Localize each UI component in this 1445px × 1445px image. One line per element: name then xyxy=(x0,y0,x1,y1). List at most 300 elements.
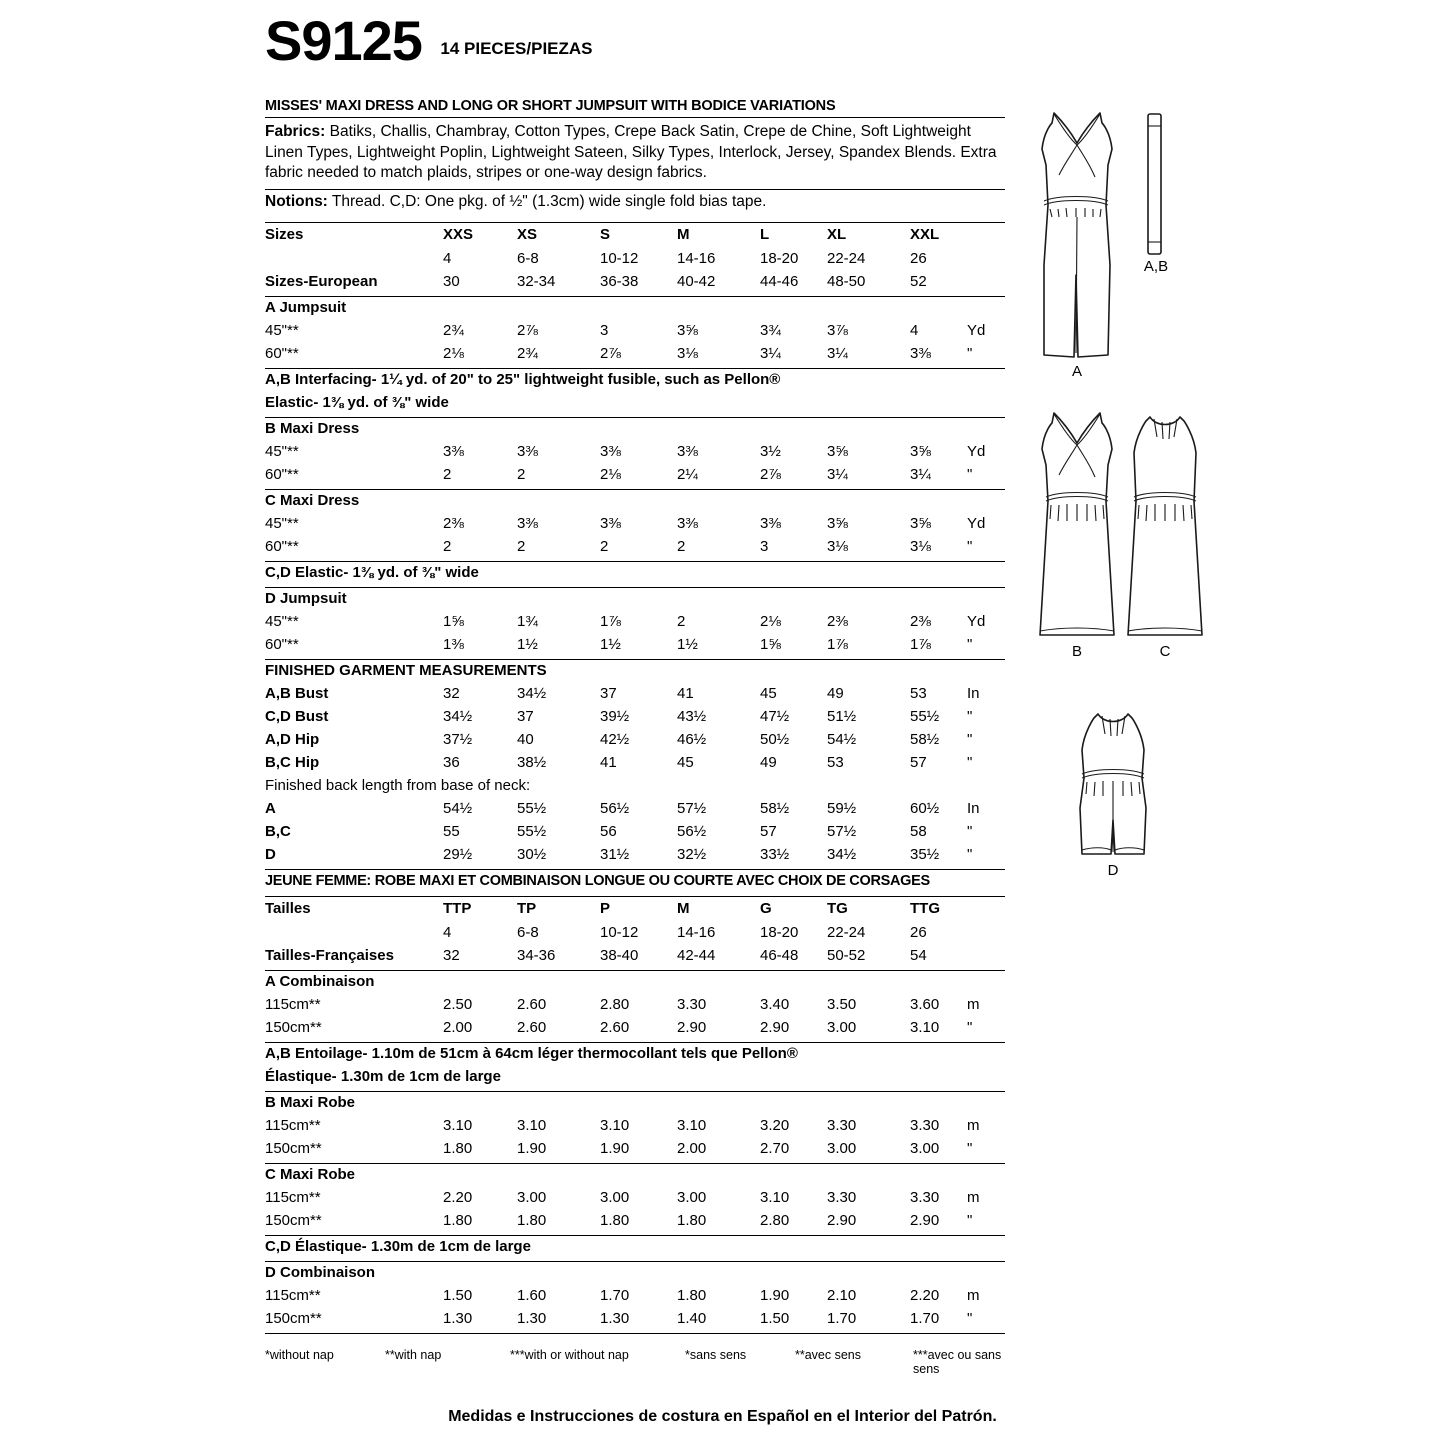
cell: 3.00 xyxy=(827,1140,857,1157)
table-row-european xyxy=(265,273,1005,296)
unit: " xyxy=(967,823,973,840)
cell: 34½ xyxy=(517,685,547,702)
unit: In xyxy=(967,685,980,702)
unit: m xyxy=(967,996,980,1013)
unit: " xyxy=(967,754,973,771)
cell: 2.70 xyxy=(760,1140,790,1157)
row-label: 60"** xyxy=(265,636,299,653)
table-row xyxy=(265,1019,1005,1042)
cell: 3.00 xyxy=(910,1140,940,1157)
cell: 38½ xyxy=(517,754,547,771)
interfacing-row xyxy=(265,371,1005,394)
elastic-row xyxy=(265,394,1005,417)
row-label: 60"** xyxy=(265,466,299,483)
pattern-number: S9125 xyxy=(265,9,422,72)
section-title-row xyxy=(265,1166,1005,1189)
unit: In xyxy=(967,800,980,817)
cell: 3⅜ xyxy=(677,515,698,532)
size-header: XXS xyxy=(443,226,474,243)
section-title-row xyxy=(265,590,1005,613)
divider xyxy=(265,1261,1005,1262)
cell: 1½ xyxy=(677,636,698,653)
cell: 2 xyxy=(443,538,452,555)
size-number: 26 xyxy=(910,924,927,941)
cell: 37½ xyxy=(443,731,473,748)
unit: Yd xyxy=(967,322,986,339)
cell: 4 xyxy=(910,322,919,339)
size-header: P xyxy=(600,900,611,917)
european-size: 48-50 xyxy=(827,273,866,290)
section-title: C Maxi Robe xyxy=(265,1166,356,1183)
row-label: 150cm** xyxy=(265,1140,322,1157)
section-title: B Maxi Robe xyxy=(265,1094,356,1111)
cell: 1.30 xyxy=(443,1310,473,1327)
cell: 49 xyxy=(827,685,844,702)
cell: 56½ xyxy=(600,800,630,817)
size-number: 10-12 xyxy=(600,924,639,941)
cell: 3.00 xyxy=(517,1189,547,1206)
divider xyxy=(265,189,1005,190)
cell: 57 xyxy=(910,754,927,771)
cell: 2 xyxy=(600,538,609,555)
cell: 55½ xyxy=(910,708,940,725)
cell: 3¾ xyxy=(760,322,781,339)
cell: 2.10 xyxy=(827,1287,857,1304)
illustration-view-c xyxy=(1110,405,1220,660)
row-label: A xyxy=(265,800,276,817)
cell: 3.30 xyxy=(910,1117,940,1134)
divider xyxy=(265,1333,1005,1334)
cell: 2.60 xyxy=(517,996,547,1013)
fabrics-line xyxy=(265,122,1005,184)
table-row xyxy=(265,466,1005,489)
unit: " xyxy=(967,1212,973,1229)
cell: 2⅜ xyxy=(910,613,931,630)
cell: 36 xyxy=(443,754,460,771)
back-length-label: Finished back length from base of neck: xyxy=(265,777,531,794)
size-header: TG xyxy=(827,900,848,917)
cell: 1⅝ xyxy=(443,613,464,630)
cell: 3⅜ xyxy=(443,443,464,460)
cell: 3⅜ xyxy=(517,443,538,460)
cell: 2.00 xyxy=(677,1140,707,1157)
cell: 3.10 xyxy=(443,1117,473,1134)
illustration-view-d xyxy=(1058,702,1168,877)
cell: 32 xyxy=(443,685,460,702)
european-label: Sizes-European xyxy=(265,273,378,290)
divider xyxy=(265,587,1005,588)
row-label: A,B Bust xyxy=(265,685,329,702)
nap-en-3: ***with or without nap xyxy=(510,1348,629,1362)
cell: 3⅝ xyxy=(827,443,848,460)
table-row xyxy=(265,538,1005,561)
size-header: L xyxy=(760,226,770,243)
cell: 1.90 xyxy=(600,1140,630,1157)
fabrics-text: Batiks, Challis, Chambray, Cotton Types, Crepe Back Satin, Crepe de Chine, Soft Lightweight Linen Types, Lightweight Poplin, Lightweight Sateen, Silky Types, Interlock, Jersey, Spandex Blends. Extra fabric needed to match plaids, stripes or one-way design fabrics. xyxy=(265,123,997,181)
cell: 1.80 xyxy=(677,1212,707,1229)
divider xyxy=(265,368,1005,369)
cell: 2.20 xyxy=(443,1189,473,1206)
cell: 30½ xyxy=(517,846,547,863)
cell: 39½ xyxy=(600,708,630,725)
spanish-footer-note: Medidas e Instrucciones de costura en Español en el Interior del Patrón. xyxy=(448,1408,997,1425)
table-row xyxy=(265,685,1005,708)
row-label: C,D Bust xyxy=(265,708,329,725)
size-number: 22-24 xyxy=(827,250,866,267)
cell: 1.60 xyxy=(517,1287,547,1304)
size-number: 14-16 xyxy=(677,250,716,267)
notions-label: Notions: xyxy=(265,192,328,210)
cell: 2 xyxy=(677,538,686,555)
divider xyxy=(265,1163,1005,1164)
table-row xyxy=(265,708,1005,731)
unit: " xyxy=(967,1019,973,1036)
cell: 3.30 xyxy=(827,1117,857,1134)
table-row-sizes xyxy=(265,226,1005,250)
french-title: JEUNE FEMME: ROBE MAXI ET COMBINAISON LONGUE OU COURTE AVEC CHOIX DE CORSAGES xyxy=(265,873,930,889)
row-label: B,C xyxy=(265,823,291,840)
european-size: 40-42 xyxy=(677,273,716,290)
row-label: 45"** xyxy=(265,613,299,630)
cell: 3.00 xyxy=(677,1189,707,1206)
cell: 3.40 xyxy=(760,996,790,1013)
unit: " xyxy=(967,1140,973,1157)
size-number: 4 xyxy=(443,250,452,267)
pieces-count: 14 PIECES/PIEZAS xyxy=(440,39,593,58)
cell: 3⅝ xyxy=(827,515,848,532)
table-row xyxy=(265,1287,1005,1310)
cell: 1.50 xyxy=(760,1310,790,1327)
cell: 2⅞ xyxy=(517,322,538,339)
cell: 1½ xyxy=(600,636,621,653)
cell: 54½ xyxy=(827,731,857,748)
cell: 35½ xyxy=(910,846,940,863)
unit: " xyxy=(967,1310,973,1327)
table-row xyxy=(265,846,1005,869)
section-title: A Jumpsuit xyxy=(265,299,347,316)
cell: 3.30 xyxy=(827,1189,857,1206)
cell: 2⅞ xyxy=(600,345,621,362)
cell: 2¼ xyxy=(677,466,698,483)
cell: 2.60 xyxy=(600,1019,630,1036)
cell: 2⅜ xyxy=(827,613,848,630)
european-size: 52 xyxy=(910,273,927,290)
cell: 51½ xyxy=(827,708,857,725)
cell: 2.80 xyxy=(760,1212,790,1229)
size-header: XS xyxy=(517,226,538,243)
elastic-cd-line: C,D Elastic- 1⅜ yd. of ⅜" wide xyxy=(265,564,479,581)
size-header: TTP xyxy=(443,900,472,917)
cell: 34½ xyxy=(827,846,857,863)
table-row xyxy=(265,1117,1005,1140)
cell: 1⅞ xyxy=(910,636,931,653)
cell: 41 xyxy=(600,754,617,771)
european-size: 32-34 xyxy=(517,273,556,290)
illustration-caption-ab: A,B xyxy=(1143,258,1169,275)
section-title-row xyxy=(265,420,1005,443)
cell: 2 xyxy=(443,466,452,483)
entoilage-line: A,B Entoilage- 1.10m de 51cm à 64cm léger thermocollant tels que Pellon® xyxy=(265,1045,798,1062)
table-row-size-numbers xyxy=(265,250,1005,273)
cell: 42½ xyxy=(600,731,630,748)
cell: 2⅛ xyxy=(600,466,621,483)
size-header: XXL xyxy=(910,226,940,243)
nap-en-2: **with nap xyxy=(385,1348,442,1362)
cell: 2.90 xyxy=(760,1019,790,1036)
cell: 3⅛ xyxy=(677,345,698,362)
cell: 1⅝ xyxy=(760,636,781,653)
divider xyxy=(265,117,1005,118)
size-number: 6-8 xyxy=(517,250,539,267)
cell: 57½ xyxy=(827,823,857,840)
table-row xyxy=(265,345,1005,368)
unit: Yd xyxy=(967,515,986,532)
table-row-french-sizes xyxy=(265,900,1005,924)
cell: 3.10 xyxy=(677,1117,707,1134)
row-label: 45"** xyxy=(265,443,299,460)
cell: 2 xyxy=(677,613,686,630)
cell: 2.90 xyxy=(677,1019,707,1036)
row-label: D xyxy=(265,846,276,863)
cell: 53 xyxy=(910,685,927,702)
cell: 3¼ xyxy=(910,466,931,483)
cell: 53 xyxy=(827,754,844,771)
cell: 43½ xyxy=(677,708,707,725)
table-row xyxy=(265,996,1005,1019)
table-row xyxy=(265,1189,1005,1212)
size-number: 18-20 xyxy=(760,924,799,941)
section-title: A Combinaison xyxy=(265,973,375,990)
cell: 1.40 xyxy=(677,1310,707,1327)
cell: 2 xyxy=(517,466,526,483)
nap-fr-2: **avec sens xyxy=(795,1348,862,1362)
cell: 3.10 xyxy=(517,1117,547,1134)
cell: 3.00 xyxy=(827,1019,857,1036)
french-size: 50-52 xyxy=(827,947,866,964)
row-label: 60"** xyxy=(265,345,299,362)
french-size: 38-40 xyxy=(600,947,639,964)
cell: 2.60 xyxy=(517,1019,547,1036)
unit: " xyxy=(967,708,973,725)
unit: " xyxy=(967,731,973,748)
table-row xyxy=(265,1140,1005,1163)
cell: 3.20 xyxy=(760,1117,790,1134)
row-label: 115cm** xyxy=(265,996,321,1013)
cell: 58½ xyxy=(910,731,940,748)
cell: 1.80 xyxy=(600,1212,630,1229)
row-label: 115cm** xyxy=(265,1189,321,1206)
cell: 56½ xyxy=(677,823,707,840)
divider xyxy=(265,896,1005,897)
cell: 1.80 xyxy=(443,1212,473,1229)
cell: 3 xyxy=(760,538,769,555)
cell: 1.50 xyxy=(443,1287,473,1304)
size-header: M xyxy=(677,900,690,917)
row-label: 60"** xyxy=(265,538,299,555)
back-length-label-row xyxy=(265,777,1005,800)
unit: Yd xyxy=(967,443,986,460)
table-row xyxy=(265,322,1005,345)
section-title: C Maxi Dress xyxy=(265,492,360,509)
cell: 2.20 xyxy=(910,1287,940,1304)
cell: 57 xyxy=(760,823,777,840)
unit: Yd xyxy=(967,613,986,630)
cell: 1.80 xyxy=(517,1212,547,1229)
header xyxy=(265,8,1025,73)
cell: 31½ xyxy=(600,846,630,863)
section-title-row xyxy=(265,973,1005,996)
cell: 57½ xyxy=(677,800,707,817)
divider xyxy=(265,1042,1005,1043)
cell: 2.90 xyxy=(910,1212,940,1229)
size-header: G xyxy=(760,900,772,917)
cell: 3⅝ xyxy=(910,515,931,532)
size-number: 10-12 xyxy=(600,250,639,267)
row-label: A,D Hip xyxy=(265,731,320,748)
cell: 3⅜ xyxy=(760,515,781,532)
table-row-french-sizes-fr xyxy=(265,947,1005,970)
cell: 1¾ xyxy=(517,613,538,630)
finished-measurements-title: FINISHED GARMENT MEASUREMENTS xyxy=(265,662,547,679)
section-title: D Combinaison xyxy=(265,1264,376,1281)
divider xyxy=(265,1091,1005,1092)
cell: 2.90 xyxy=(827,1212,857,1229)
yardage-table xyxy=(265,222,1005,1334)
table-row xyxy=(265,1212,1005,1235)
entoilage-row xyxy=(265,1045,1005,1068)
divider xyxy=(265,222,1005,223)
row-label: 150cm** xyxy=(265,1212,322,1229)
divider xyxy=(265,489,1005,490)
cell: 3⅜ xyxy=(600,515,621,532)
table-row xyxy=(265,636,1005,659)
section-title-row xyxy=(265,1094,1005,1117)
divider xyxy=(265,417,1005,418)
divider xyxy=(265,970,1005,971)
unit: " xyxy=(967,466,973,483)
illustration-view-a xyxy=(1022,105,1132,380)
cell: 45 xyxy=(760,685,777,702)
table-row-french-size-numbers xyxy=(265,924,1005,947)
cell: 3.30 xyxy=(910,1189,940,1206)
cell: 3.00 xyxy=(600,1189,630,1206)
cell: 55½ xyxy=(517,823,547,840)
cell: 1.70 xyxy=(600,1287,630,1304)
european-size: 44-46 xyxy=(760,273,799,290)
cell: 2.00 xyxy=(443,1019,473,1036)
section-title: B Maxi Dress xyxy=(265,420,360,437)
cell: 3½ xyxy=(760,443,781,460)
unit: " xyxy=(967,636,973,653)
size-header: TTG xyxy=(910,900,940,917)
cell: 1.30 xyxy=(600,1310,630,1327)
elastique-cd-line: C,D Élastique- 1.30m de 1cm de large xyxy=(265,1238,531,1255)
cell: 58 xyxy=(910,823,927,840)
cell: 46½ xyxy=(677,731,707,748)
divider xyxy=(265,1235,1005,1236)
cell: 55 xyxy=(443,823,460,840)
cell: 3⅜ xyxy=(600,443,621,460)
cell: 56 xyxy=(600,823,617,840)
cell: 2¾ xyxy=(517,345,538,362)
cell: 1.90 xyxy=(760,1287,790,1304)
cell: 54½ xyxy=(443,800,473,817)
cell: 3⅛ xyxy=(910,538,931,555)
french-size-label: Tailles-Françaises xyxy=(265,947,394,964)
illustration-caption-b: B xyxy=(1071,643,1082,660)
cell: 58½ xyxy=(760,800,790,817)
cell: 3⅝ xyxy=(677,322,698,339)
divider xyxy=(265,659,1005,660)
cell: 1.80 xyxy=(677,1287,707,1304)
description-block xyxy=(265,98,1005,211)
cell: 37 xyxy=(517,708,534,725)
finished-title-row xyxy=(265,662,1005,685)
size-header: S xyxy=(600,226,611,243)
cell: 1.90 xyxy=(517,1140,547,1157)
cell: 3¼ xyxy=(760,345,781,362)
table-row xyxy=(265,800,1005,823)
cell: 3.30 xyxy=(677,996,707,1013)
cell: 41 xyxy=(677,685,694,702)
cell: 3⅝ xyxy=(910,443,931,460)
cell: 3 xyxy=(600,322,609,339)
cell: 60½ xyxy=(910,800,940,817)
cell: 2⅛ xyxy=(760,613,781,630)
cell: 50½ xyxy=(760,731,790,748)
cell: 34½ xyxy=(443,708,473,725)
french-size: 54 xyxy=(910,947,927,964)
table-row xyxy=(265,823,1005,846)
unit: m xyxy=(967,1117,980,1134)
table-row xyxy=(265,1310,1005,1333)
nap-fr-1: *sans sens xyxy=(685,1348,747,1362)
cell: 3⅜ xyxy=(517,515,538,532)
size-number: 4 xyxy=(443,924,452,941)
cell: 59½ xyxy=(827,800,857,817)
elastique-row xyxy=(265,1068,1005,1091)
elastique-line: Élastique- 1.30m de 1cm de large xyxy=(265,1068,501,1085)
row-label: 45"** xyxy=(265,322,299,339)
size-number: 18-20 xyxy=(760,250,799,267)
cell: 1.80 xyxy=(443,1140,473,1157)
french-title-row xyxy=(265,873,1005,896)
section-title-row xyxy=(265,1264,1005,1287)
cell: 1.70 xyxy=(910,1310,940,1327)
cell: 3⅜ xyxy=(677,443,698,460)
illustration-caption-d: D xyxy=(1107,862,1119,879)
garment-description-title: MISSES' MAXI DRESS AND LONG OR SHORT JUMPSUIT WITH BODICE VARIATIONS xyxy=(265,98,836,114)
cell: 37 xyxy=(600,685,617,702)
european-size: 30 xyxy=(443,273,460,290)
cell: 2.80 xyxy=(600,996,630,1013)
cell: 49 xyxy=(760,754,777,771)
cell: 55½ xyxy=(517,800,547,817)
cell: 47½ xyxy=(760,708,790,725)
cell: 33½ xyxy=(760,846,790,863)
european-size: 36-38 xyxy=(600,273,639,290)
french-size: 34-36 xyxy=(517,947,556,964)
size-number: 22-24 xyxy=(827,924,866,941)
elastic-line: Elastic- 1⅜ yd. of ⅜" wide xyxy=(265,394,449,411)
section-title-row xyxy=(265,492,1005,515)
elastic-cd-row xyxy=(265,564,1005,587)
table-row xyxy=(265,515,1005,538)
divider xyxy=(265,561,1005,562)
fabrics-label: Fabrics: xyxy=(265,123,326,140)
cell: 1⅞ xyxy=(600,613,621,630)
cell: 40 xyxy=(517,731,534,748)
